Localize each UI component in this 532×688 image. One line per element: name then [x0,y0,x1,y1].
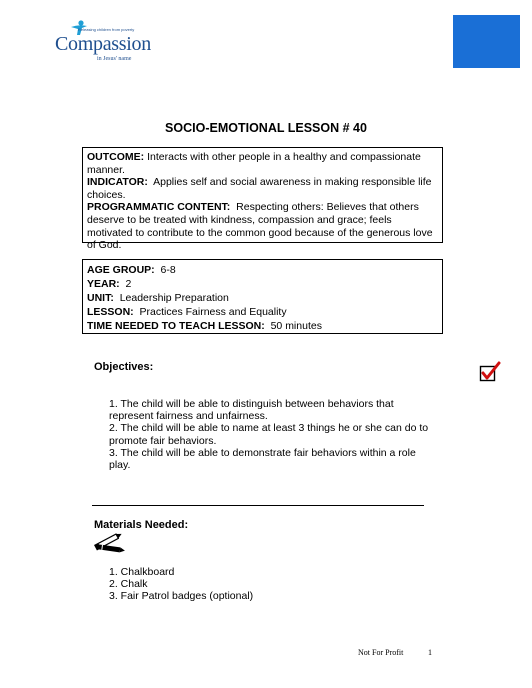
section-divider [92,505,424,506]
indicator-row [87,176,438,201]
checkbox-icon [479,361,501,383]
outcome-box [82,147,443,252]
objective-item: 3. The child will be able to demonstrate fair behaviors within a role play. [109,446,416,472]
lesson-value: Practices Fairness and Equality [139,306,287,318]
logo-wordmark: Compassion [55,33,151,55]
pencil-crayon-icon [92,531,128,557]
lesson-label: LESSON: [87,306,134,318]
lesson-info-box [82,259,443,334]
compassion-logo [55,20,165,66]
time-row [87,319,438,333]
year-label: YEAR: [87,278,120,290]
page-number: 1 [428,648,432,657]
age-label: AGE GROUP: [87,264,155,276]
materials-list [109,566,253,603]
unit-label: UNIT: [87,292,114,304]
outcome-label: OUTCOME: [87,151,145,163]
year-value: 2 [125,278,132,290]
lesson-row [87,305,438,319]
material-item: 3. Fair Patrol badges (optional) [109,590,254,603]
outcome-row [87,151,438,176]
corner-blue-block [453,15,520,68]
unit-value: Leadership Preparation [119,292,229,304]
material-item: 2. Chalk [109,578,148,591]
age-value: 6-8 [160,264,176,276]
outcome-text: Interacts with other people in a healthy and compassionate manner. [87,151,421,176]
age-row [87,263,438,277]
indicator-text: Applies self and social awareness in making responsible life choices. [87,176,432,201]
materials-heading: Materials Needed: [94,519,189,531]
page-title: SOCIO-EMOTIONAL LESSON # 40 [165,121,367,135]
indicator-label: INDICATOR: [87,176,148,189]
programmatic-label: PROGRAMMATIC CONTENT: [87,201,231,214]
time-label: TIME NEEDED TO TEACH LESSON: [87,320,265,332]
objective-item: 1. The child will be able to distinguish between behaviors that represent fairness and unfairness. [109,398,394,423]
footer-text: Not For Profit [358,648,404,657]
material-item: 1. Chalkboard [109,566,175,578]
programmatic-row [87,201,438,251]
logo-tagline: Releasing children from poverty [78,27,135,32]
programmatic-text: Respecting others: Believes that others deserve to be treated with kindness, compassion and grace; feels motivated to contribute to the common good because of the generous love of God. [87,201,433,252]
unit-row [87,291,438,305]
objective-item: 2. The child will be able to name at least 3 things he or she can do to promote fair behaviors. [109,422,429,447]
time-value: 50 minutes [270,320,322,332]
objectives-heading: Objectives: [94,361,154,373]
logo-subline: in Jesus' name [97,56,132,62]
objectives-list [109,398,429,471]
year-row [87,277,438,291]
